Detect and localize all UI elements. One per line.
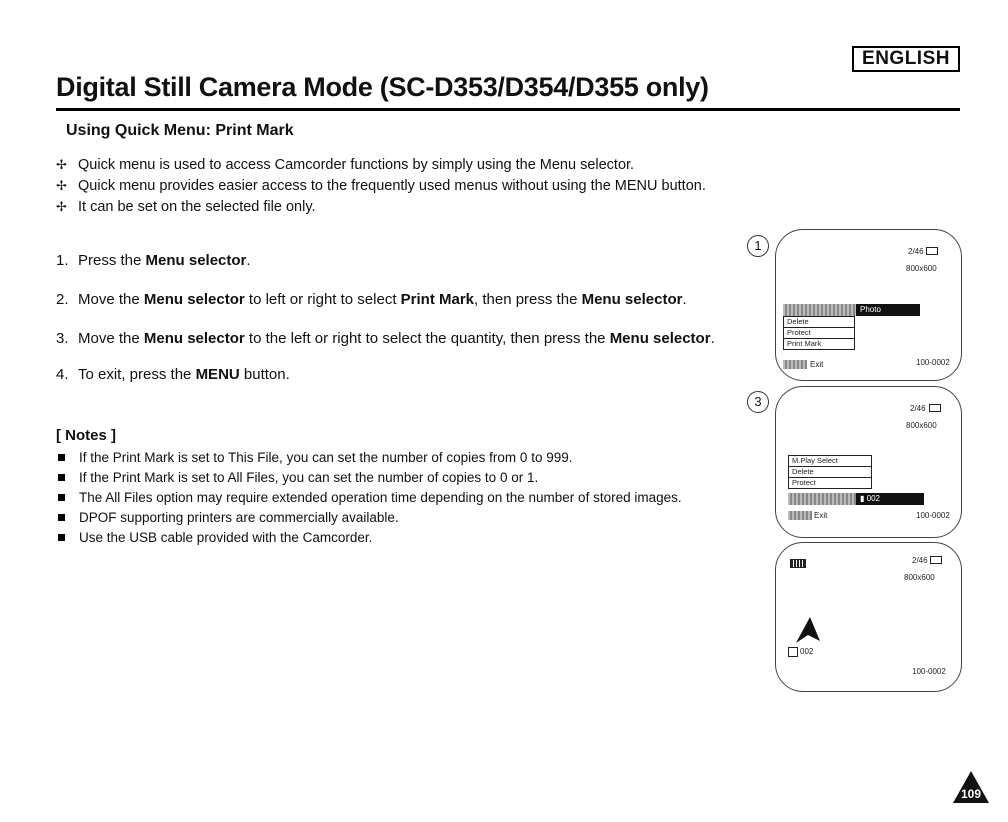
resolution-label: 800x600 <box>904 573 935 582</box>
exit-label: Exit <box>810 360 824 369</box>
title-rule <box>56 108 960 111</box>
bullet-icon: ✢ <box>56 199 67 214</box>
quick-menu <box>788 455 872 489</box>
section-subtitle: Using Quick Menu: Print Mark <box>66 122 294 139</box>
square-bullet-icon <box>58 454 65 461</box>
intro-item: ✢ Quick menu provides easier access to the frequently used menus without using the MENU button. <box>56 175 706 196</box>
selected-menu-highlight <box>788 493 856 505</box>
exit-key-icon <box>788 511 812 520</box>
selected-menu-highlight <box>783 304 859 316</box>
battery-icon <box>790 559 806 568</box>
card-icon <box>929 404 941 412</box>
file-number: 100-0002 <box>912 667 946 676</box>
note-item: Use the USB cable provided with the Camcorder. <box>56 528 682 548</box>
note-item: The All Files option may require extended operation time depending on the number of stored images. <box>56 488 682 508</box>
quantity-value: 002 <box>866 494 880 503</box>
notes-title: [ Notes ] <box>56 427 116 444</box>
square-bullet-icon <box>58 514 65 521</box>
language-badge: ENGLISH <box>852 46 960 72</box>
page-number-badge <box>952 770 990 804</box>
quantity-display: ▮ 002 <box>856 493 924 505</box>
quick-menu <box>783 316 855 350</box>
lcd-screen-result <box>775 542 962 692</box>
square-bullet-icon <box>58 534 65 541</box>
pointer-arrow-icon <box>790 615 824 645</box>
print-quantity: 002 <box>800 647 814 656</box>
step-item: 4. To exit, press the MENU button. <box>56 366 290 383</box>
lcd-screen-step1 <box>775 229 962 381</box>
exit-key-icon <box>783 360 807 369</box>
note-item: If the Print Mark is set to This File, you can set the number of copies from 0 to 999. <box>56 448 682 468</box>
step-circle-3: 3 <box>747 391 769 413</box>
step-item: 2. Move the Menu selector to left or right to select Print Mark, then press the Menu selector. <box>56 291 687 308</box>
menu-item-mplay-select: M.Play Select <box>789 456 871 467</box>
page-number: 109 <box>960 787 982 801</box>
image-counter: 2/46 <box>910 404 926 413</box>
exit-label: Exit <box>814 511 828 520</box>
bullet-icon: ✢ <box>56 157 67 172</box>
image-counter: 2/46 <box>912 556 928 565</box>
card-icon <box>930 556 942 564</box>
square-bullet-icon <box>58 494 65 501</box>
page-title: Digital Still Camera Mode (SC-D353/D354/D355 only) <box>56 72 709 102</box>
menu-item-protect: Protect <box>784 328 854 339</box>
menu-item-delete: Delete <box>784 317 854 328</box>
intro-item: ✢ It can be set on the selected file only. <box>56 196 706 217</box>
note-item: DPOF supporting printers are commercially available. <box>56 508 682 528</box>
step-item: 3. Move the Menu selector to the left or right to select the quantity, then press the Menu selector. <box>56 330 715 347</box>
lcd-screen-step3 <box>775 386 962 538</box>
square-bullet-icon <box>58 474 65 481</box>
card-icon <box>926 247 938 255</box>
intro-item: ✢ Quick menu is used to access Camcorder functions by simply using the Menu selector. <box>56 154 706 175</box>
notes-list <box>56 448 682 548</box>
resolution-label: 800x600 <box>906 264 937 273</box>
intro-list <box>56 154 706 217</box>
photo-tag: Photo <box>856 304 920 316</box>
print-mark-icon <box>788 647 798 657</box>
image-counter: 2/46 <box>908 247 924 256</box>
file-number: 100-0002 <box>916 511 950 520</box>
file-number: 100-0002 <box>916 358 950 367</box>
menu-item-print-mark: Print Mark <box>787 339 822 348</box>
resolution-label: 800x600 <box>906 421 937 430</box>
menu-item-protect: Protect <box>792 478 816 487</box>
step-circle-1: 1 <box>747 235 769 257</box>
note-item: If the Print Mark is set to All Files, you can set the number of copies to 0 or 1. <box>56 468 682 488</box>
bullet-icon: ✢ <box>56 178 67 193</box>
step-item: 1. Press the Menu selector. <box>56 252 251 269</box>
menu-item-delete: Delete <box>789 467 871 478</box>
